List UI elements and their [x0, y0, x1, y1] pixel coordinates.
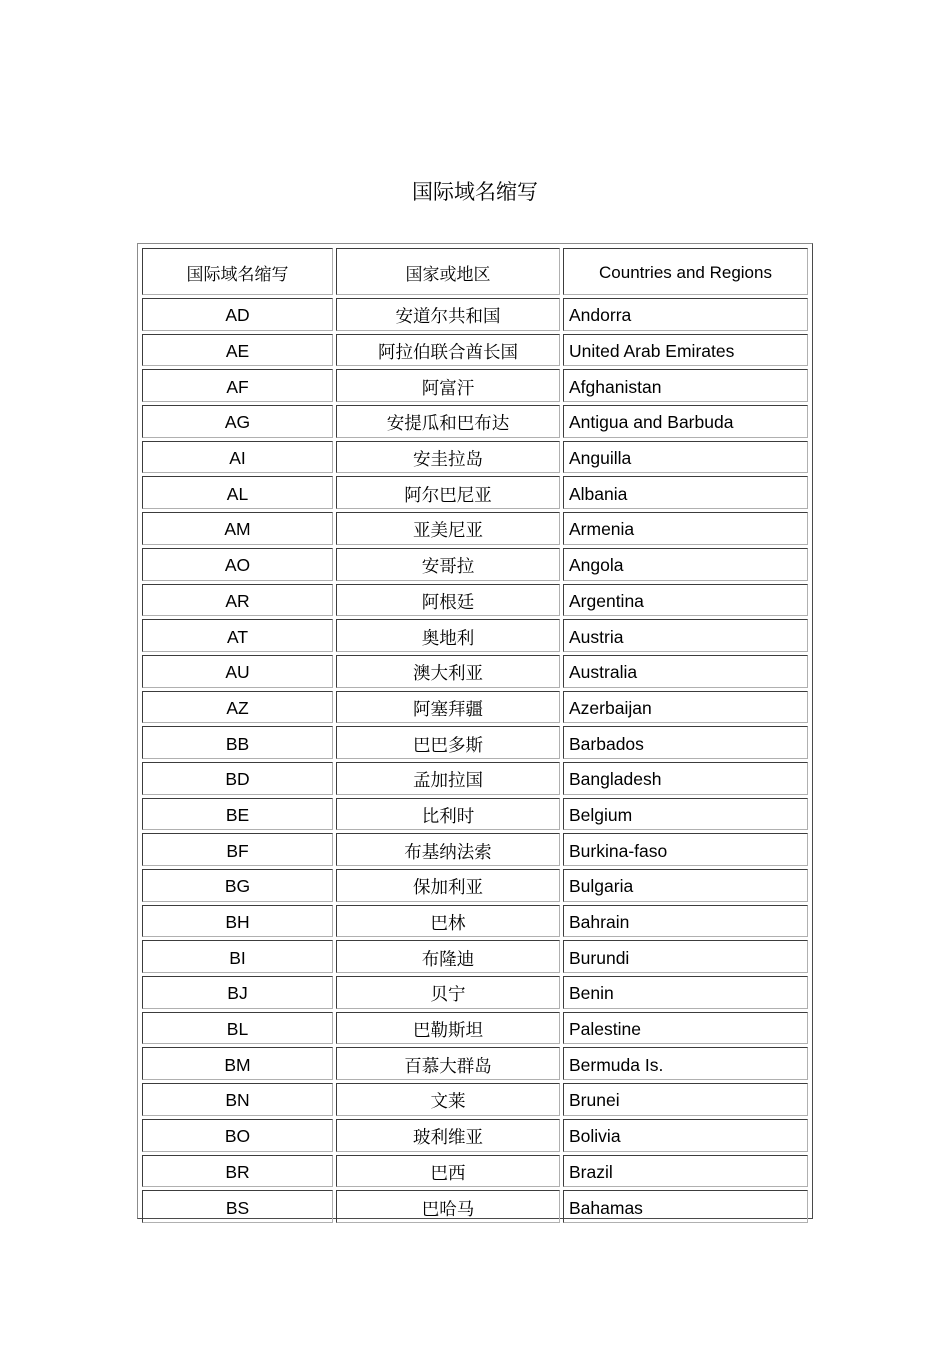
country-en-cell: Barbados [563, 726, 808, 759]
country-cn-cell: 奥地利 [336, 619, 560, 652]
country-cn-cell: 孟加拉国 [336, 762, 560, 795]
domain-code-cell: BR [142, 1155, 333, 1188]
country-en-cell: Bermuda Is. [563, 1047, 808, 1080]
table-row [142, 369, 808, 402]
country-cn-cell: 安哥拉 [336, 548, 560, 581]
table-row [142, 1119, 808, 1152]
table-row [142, 940, 808, 973]
country-cn-cell: 巴哈马 [336, 1190, 560, 1223]
domain-code-cell: AT [142, 619, 333, 652]
table-body [142, 298, 808, 1223]
domain-code-cell: AI [142, 441, 333, 474]
country-cn-cell: 文莱 [336, 1083, 560, 1116]
country-en-cell: Palestine [563, 1012, 808, 1045]
domain-code-cell: BI [142, 940, 333, 973]
country-en-cell: Benin [563, 976, 808, 1009]
country-cn-cell: 巴西 [336, 1155, 560, 1188]
domain-code-cell: BM [142, 1047, 333, 1080]
domain-code-cell: BF [142, 833, 333, 866]
domain-code-cell: BD [142, 762, 333, 795]
domain-code-cell: BE [142, 798, 333, 831]
table-row [142, 726, 808, 759]
header-country-en: Countries and Regions [563, 248, 808, 295]
domain-code-cell: BH [142, 905, 333, 938]
country-cn-cell: 阿拉伯联合酋长国 [336, 334, 560, 367]
country-en-cell: Bahamas [563, 1190, 808, 1223]
country-en-cell: Bahrain [563, 905, 808, 938]
country-en-cell: Bangladesh [563, 762, 808, 795]
country-cn-cell: 亚美尼亚 [336, 512, 560, 545]
domain-code-cell: AD [142, 298, 333, 331]
country-en-cell: Angola [563, 548, 808, 581]
country-cn-cell: 澳大利亚 [336, 655, 560, 688]
table-row [142, 298, 808, 331]
domain-code-cell: AR [142, 584, 333, 617]
table-row [142, 476, 808, 509]
country-en-cell: Australia [563, 655, 808, 688]
table-row [142, 441, 808, 474]
domain-code-cell: AE [142, 334, 333, 367]
table-header-row [142, 248, 808, 295]
country-cn-cell: 阿富汗 [336, 369, 560, 402]
domain-table-frame [137, 243, 813, 1219]
country-cn-cell: 贝宁 [336, 976, 560, 1009]
domain-code-cell: BG [142, 869, 333, 902]
domain-code-cell: AU [142, 655, 333, 688]
country-en-cell: Belgium [563, 798, 808, 831]
domain-code-cell: AM [142, 512, 333, 545]
domain-code-cell: BJ [142, 976, 333, 1009]
country-cn-cell: 安提瓜和巴布达 [336, 405, 560, 438]
country-cn-cell: 比利时 [336, 798, 560, 831]
country-cn-cell: 安圭拉岛 [336, 441, 560, 474]
table-row [142, 548, 808, 581]
table-row [142, 619, 808, 652]
domain-code-cell: BL [142, 1012, 333, 1045]
table-row [142, 762, 808, 795]
country-cn-cell: 布隆迪 [336, 940, 560, 973]
table-row [142, 1083, 808, 1116]
country-cn-cell: 巴勒斯坦 [336, 1012, 560, 1045]
table-row [142, 1190, 808, 1223]
table-row [142, 584, 808, 617]
domain-code-cell: BB [142, 726, 333, 759]
header-domain-code: 国际域名缩写 [142, 248, 333, 295]
table-row [142, 655, 808, 688]
country-cn-cell: 安道尔共和国 [336, 298, 560, 331]
country-en-cell: Albania [563, 476, 808, 509]
table-row [142, 1012, 808, 1045]
country-cn-cell: 保加利亚 [336, 869, 560, 902]
domain-code-cell: BS [142, 1190, 333, 1223]
country-en-cell: Brazil [563, 1155, 808, 1188]
table-row [142, 976, 808, 1009]
domain-code-cell: AL [142, 476, 333, 509]
country-cn-cell: 阿根廷 [336, 584, 560, 617]
country-cn-cell: 阿尔巴尼亚 [336, 476, 560, 509]
domain-code-cell: BO [142, 1119, 333, 1152]
domain-code-cell: BN [142, 1083, 333, 1116]
country-en-cell: Andorra [563, 298, 808, 331]
table-row [142, 512, 808, 545]
country-en-cell: Argentina [563, 584, 808, 617]
country-cn-cell: 巴巴多斯 [336, 726, 560, 759]
country-en-cell: Afghanistan [563, 369, 808, 402]
domain-code-cell: AF [142, 369, 333, 402]
country-en-cell: Azerbaijan [563, 691, 808, 724]
country-en-cell: United Arab Emirates [563, 334, 808, 367]
table-row [142, 691, 808, 724]
table-row [142, 833, 808, 866]
country-en-cell: Armenia [563, 512, 808, 545]
domain-table [139, 245, 811, 1226]
table-row [142, 1155, 808, 1188]
table-row [142, 405, 808, 438]
table-row [142, 798, 808, 831]
table-row [142, 905, 808, 938]
country-cn-cell: 布基纳法索 [336, 833, 560, 866]
country-en-cell: Brunei [563, 1083, 808, 1116]
country-en-cell: Bulgaria [563, 869, 808, 902]
domain-code-cell: AG [142, 405, 333, 438]
table-row [142, 1047, 808, 1080]
country-cn-cell: 巴林 [336, 905, 560, 938]
domain-code-cell: AO [142, 548, 333, 581]
country-en-cell: Burundi [563, 940, 808, 973]
country-en-cell: Burkina-faso [563, 833, 808, 866]
country-en-cell: Anguilla [563, 441, 808, 474]
country-en-cell: Austria [563, 619, 808, 652]
page-title: 国际域名缩写 [412, 180, 538, 204]
country-cn-cell: 阿塞拜疆 [336, 691, 560, 724]
country-en-cell: Bolivia [563, 1119, 808, 1152]
table-row [142, 334, 808, 367]
country-cn-cell: 玻利维亚 [336, 1119, 560, 1152]
domain-code-cell: AZ [142, 691, 333, 724]
country-cn-cell: 百慕大群岛 [336, 1047, 560, 1080]
table-row [142, 869, 808, 902]
header-country-cn: 国家或地区 [336, 248, 560, 295]
country-en-cell: Antigua and Barbuda [563, 405, 808, 438]
